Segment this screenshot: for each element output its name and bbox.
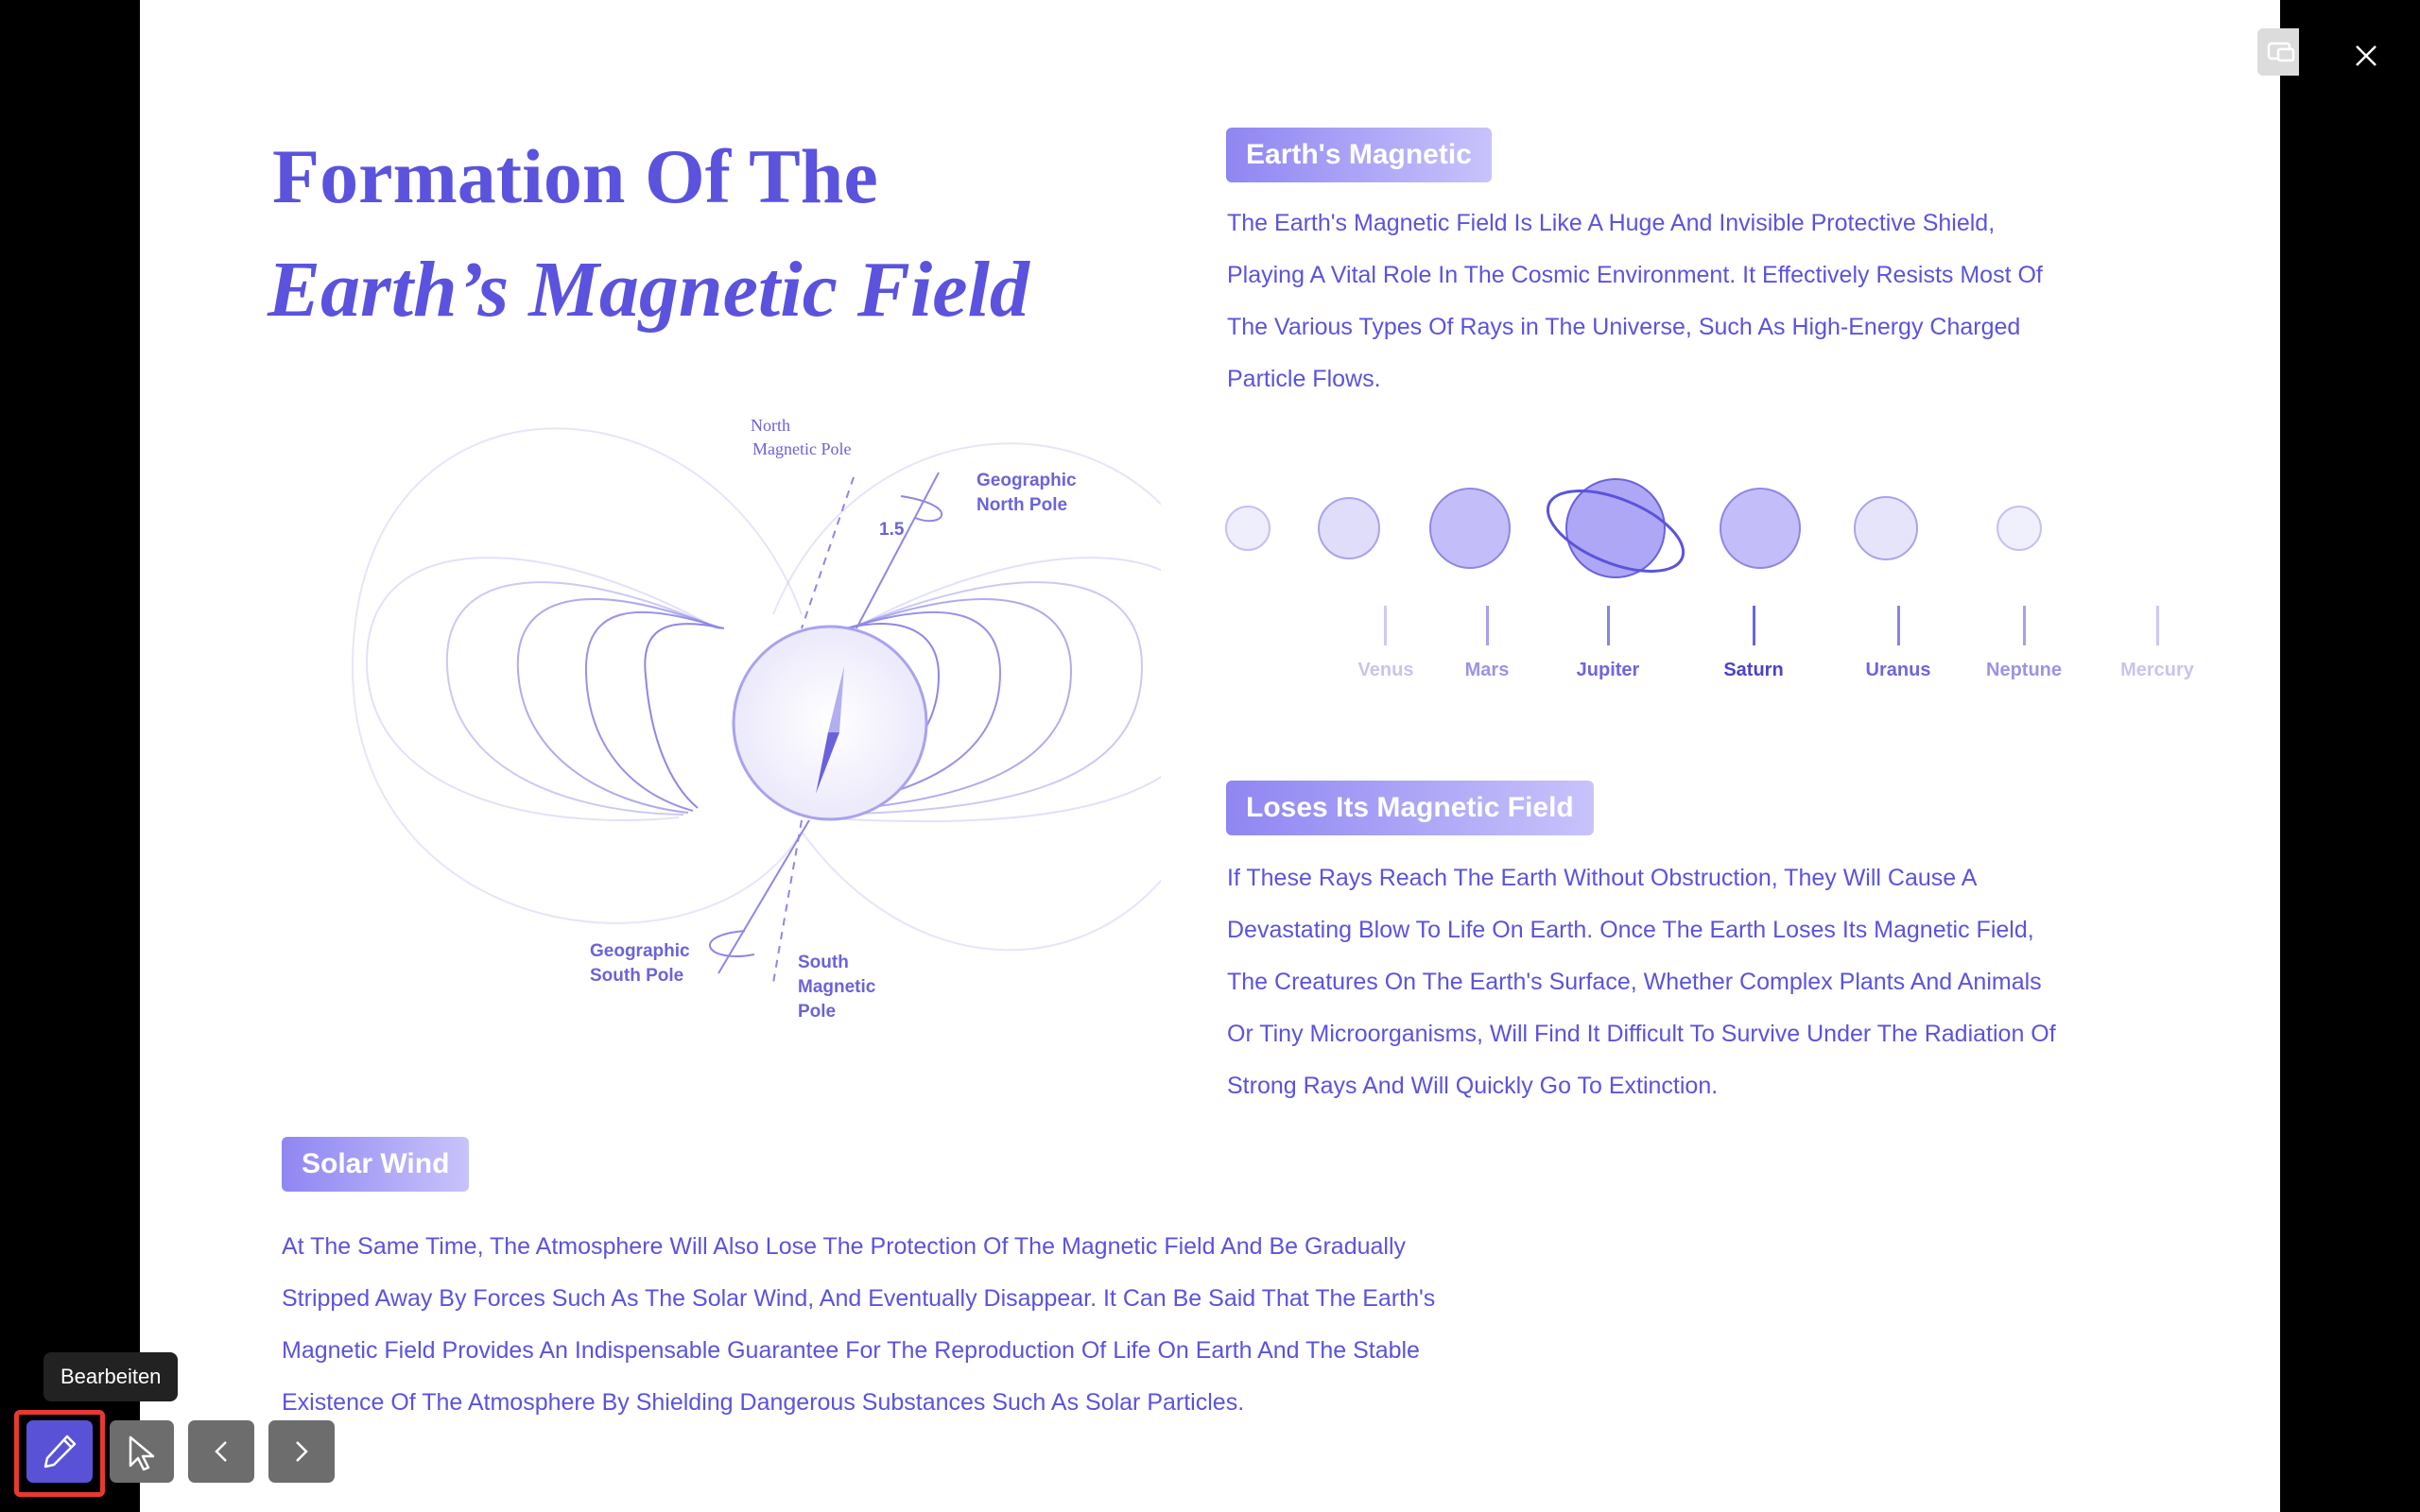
- planet-label-saturn: Saturn: [1723, 660, 1784, 680]
- planet-circles: [1199, 472, 2238, 605]
- planet-label-mars: Mars: [1464, 660, 1510, 680]
- planet-tick: [2156, 606, 2159, 645]
- earth-globe: [734, 627, 926, 819]
- pointer-button[interactable]: [110, 1420, 174, 1483]
- chevron-left-icon: [188, 1420, 254, 1483]
- slide-title-line1: Formation Of The: [272, 133, 878, 219]
- pointer-icon: [110, 1420, 174, 1483]
- planet-tick: [2023, 606, 2026, 645]
- previous-slide-button[interactable]: [188, 1420, 254, 1483]
- magnetic-field-diagram: [216, 397, 1161, 1040]
- planet-label-jupiter: Jupiter: [1576, 660, 1640, 680]
- planet-label-venus: Venus: [1357, 660, 1414, 680]
- planet-uranus: [1720, 489, 1800, 568]
- next-slide-button[interactable]: [268, 1420, 335, 1483]
- presentation-slide: [140, 0, 2280, 1512]
- solar-wind-paragraph: At The Same Time, The Atmosphere Will Also Lose The Protection Of The Magnetic Field And Be Gradually Stripped Away By Forces Such As The Solar Wind, And Eventually Disappear. It Can Be Said That The Earth's Magnetic Field Provides An Indispensable Guarantee For The Reproduction Of Life On Earth And The Stable Existence Of The Atmosphere By Shielding Dangerous Substances Such As Solar Particles.: [282, 1233, 1436, 1416]
- south-magnetic-pole-label-3: Pole: [798, 1002, 837, 1022]
- planet-label-neptune: Neptune: [1986, 660, 2062, 680]
- close-button[interactable]: [2344, 34, 2386, 76]
- window-toggle-button[interactable]: [2257, 28, 2299, 76]
- loses-magnetic-field-paragraph: If These Rays Reach The Earth Without Obstruction, They Will Cause A Devastating Blow To Life On Earth. Once The Earth Loses Its Magnetic Field, The Creatures On The Earth's Surface, Whether Complex Plants And Animals Or Tiny Microorganisms, Will Find It Difficult To Survive Under The Radiation Of Strong Rays And Will Quickly Go To Extinction.: [1227, 865, 2056, 1099]
- north-magnetic-pole-label-2: Magnetic Pole: [752, 439, 852, 458]
- planet-tick: [1607, 606, 1610, 645]
- planet-label-mercury: Mercury: [2120, 660, 2194, 680]
- geographic-south-pole-label-2: South Pole: [590, 966, 684, 986]
- tooltip-bearbeiten: Bearbeiten: [43, 1352, 178, 1401]
- slide-title-line2: Earth’s Magnetic Field: [268, 246, 1029, 334]
- chevron-right-icon: [268, 1420, 335, 1483]
- planet-saturn: [1566, 479, 1665, 577]
- south-magnetic-pole-label-2: Magnetic: [798, 977, 876, 997]
- north-magnetic-pole-label-1: North: [751, 416, 790, 435]
- planet-venus: [1226, 507, 1270, 550]
- section-tag-solar-wind: Solar Wind: [282, 1137, 469, 1192]
- pencil-icon: [26, 1420, 93, 1483]
- planet-tick: [1753, 606, 1755, 645]
- edit-button[interactable]: [26, 1420, 93, 1483]
- window-toggle-icon: [2257, 28, 2299, 76]
- geographic-north-pole-label-2: North Pole: [977, 495, 1068, 515]
- section-tag-loses-magnetic-field: Loses Its Magnetic Field: [1226, 781, 1594, 835]
- planet-label-uranus: Uranus: [1865, 660, 1931, 680]
- earths-magnetic-paragraph: The Earth's Magnetic Field Is Like A Huge And Invisible Protective Shield, Playing A Vital Role In The Cosmic Environment. It Effectively Resists Most Of The Various Types Of Rays in The Universe, Such As High-Energy Charged Particle Flows.: [1227, 210, 2043, 392]
- close-icon: [2344, 34, 2386, 76]
- planet-mercury: [1997, 507, 2041, 550]
- geographic-south-pole-label-1: Geographic: [590, 941, 690, 961]
- geographic-north-pole-label-1: Geographic: [977, 471, 1077, 490]
- planet-tick: [1897, 606, 1900, 645]
- south-magnetic-pole-label-1: South: [798, 953, 849, 972]
- planet-tick: [1486, 606, 1489, 645]
- planet-neptune: [1855, 497, 1917, 559]
- planet-tick: [1384, 606, 1387, 645]
- planet-jupiter: [1430, 489, 1510, 568]
- section-tag-earths-magnetic: Earth's Magnetic: [1226, 128, 1492, 182]
- planet-row: [1199, 472, 2238, 699]
- planet-mars: [1319, 498, 1379, 558]
- tilt-angle-label: 1.5: [879, 520, 905, 540]
